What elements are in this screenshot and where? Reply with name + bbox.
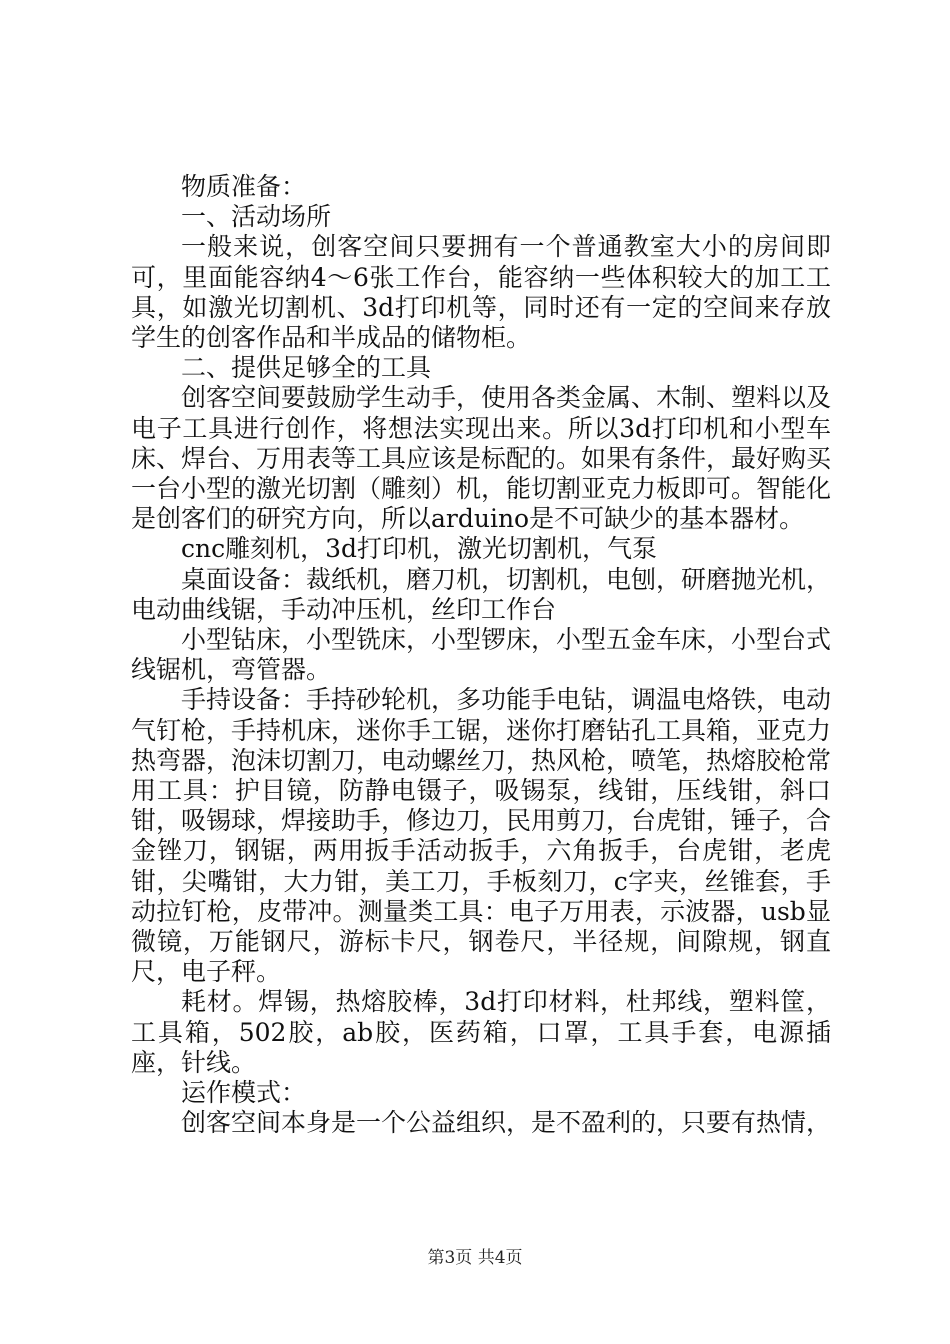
page-footer	[0, 1243, 950, 1268]
section-heading-venue: 一、活动场所	[181, 202, 332, 232]
paragraph-small-machines: 小型钻床，小型铣床，小型锣床，小型五金车床，小型台式线锯机，弯管器。	[131, 625, 832, 685]
paragraph-handheld-equipment: 手持设备：手持砂轮机，多功能手电钻，调温电烙铁，电动气钉枪，手持机床，迷你手工锯，迷你打磨钻孔工具箱，亚克力热弯器，泡沫切割刀，电动螺丝刀，热风枪，喷笔，热熔胶枪常用工具：护目镜，防静电镊子，吸锡泵，线钳，压线钳，斜口钳，吸锡球，焊接助手，修边刀，民用剪刀，台虎钳，锤子，合金锉刀，钢锯，两用扳手活动扳手，六角扳手，台虎钳，老虎钳，尖嘴钳，大力钳，美工刀，手板刻刀，c字夹，丝锥套，手动拉钉枪，皮带冲。测量类工具：电子万用表，示波器，usb显微镜，万能钢尺，游标卡尺，钢卷尺，半径规，间隙规，钢直尺，电子秤。	[131, 685, 832, 987]
paragraph-venue: 一般来说，创客空间只要拥有一个普通教室大小的房间即可，里面能容纳4～6张工作台，能容纳一些体积较大的加工工具，如激光切割机、3d打印机等，同时还有一定的空间来存放学生的创客作品和半成品的储物柜。	[131, 232, 831, 353]
section-heading-tools: 二、提供足够全的工具	[181, 353, 432, 383]
paragraph-consumables: 耗材。焊锡，热熔胶棒，3d打印材料，杜邦线，塑料筐，工具箱，502胶，ab胶，医药箱，口罩，工具手套，电源插座，针线。	[131, 987, 831, 1077]
paragraph-desktop-equipment: 桌面设备：裁纸机，磨刀机，切割机，电刨，研磨抛光机，电动曲线锯，手动冲压机，丝印工作台	[131, 564, 832, 624]
document-body	[131, 172, 831, 1139]
paragraph-operation-mode: 创客空间本身是一个公益组织，是不盈利的，只要有热情，	[181, 1108, 832, 1138]
heading-operation-mode: 运作模式：	[181, 1078, 307, 1108]
paragraph-large-equipment: cnc雕刻机，3d打印机，激光切割机，气泵	[181, 534, 658, 564]
paragraph-tools: 创客空间要鼓励学生动手，使用各类金属、木制、塑料以及电子工具进行创作，将想法实现出来。所以3d打印机和小型车床、焊台、万用表等工具应该是标配的。如果有条件，最好购买一台小型的激光切割（雕刻）机，能切割亚克力板即可。智能化是创客们的研究方向，所以arduino是不可缺少的基本器材。	[131, 383, 832, 534]
page-number-label: 第3页 共4页	[427, 1248, 523, 1268]
heading-material-prep: 物质准备：	[181, 172, 307, 201]
